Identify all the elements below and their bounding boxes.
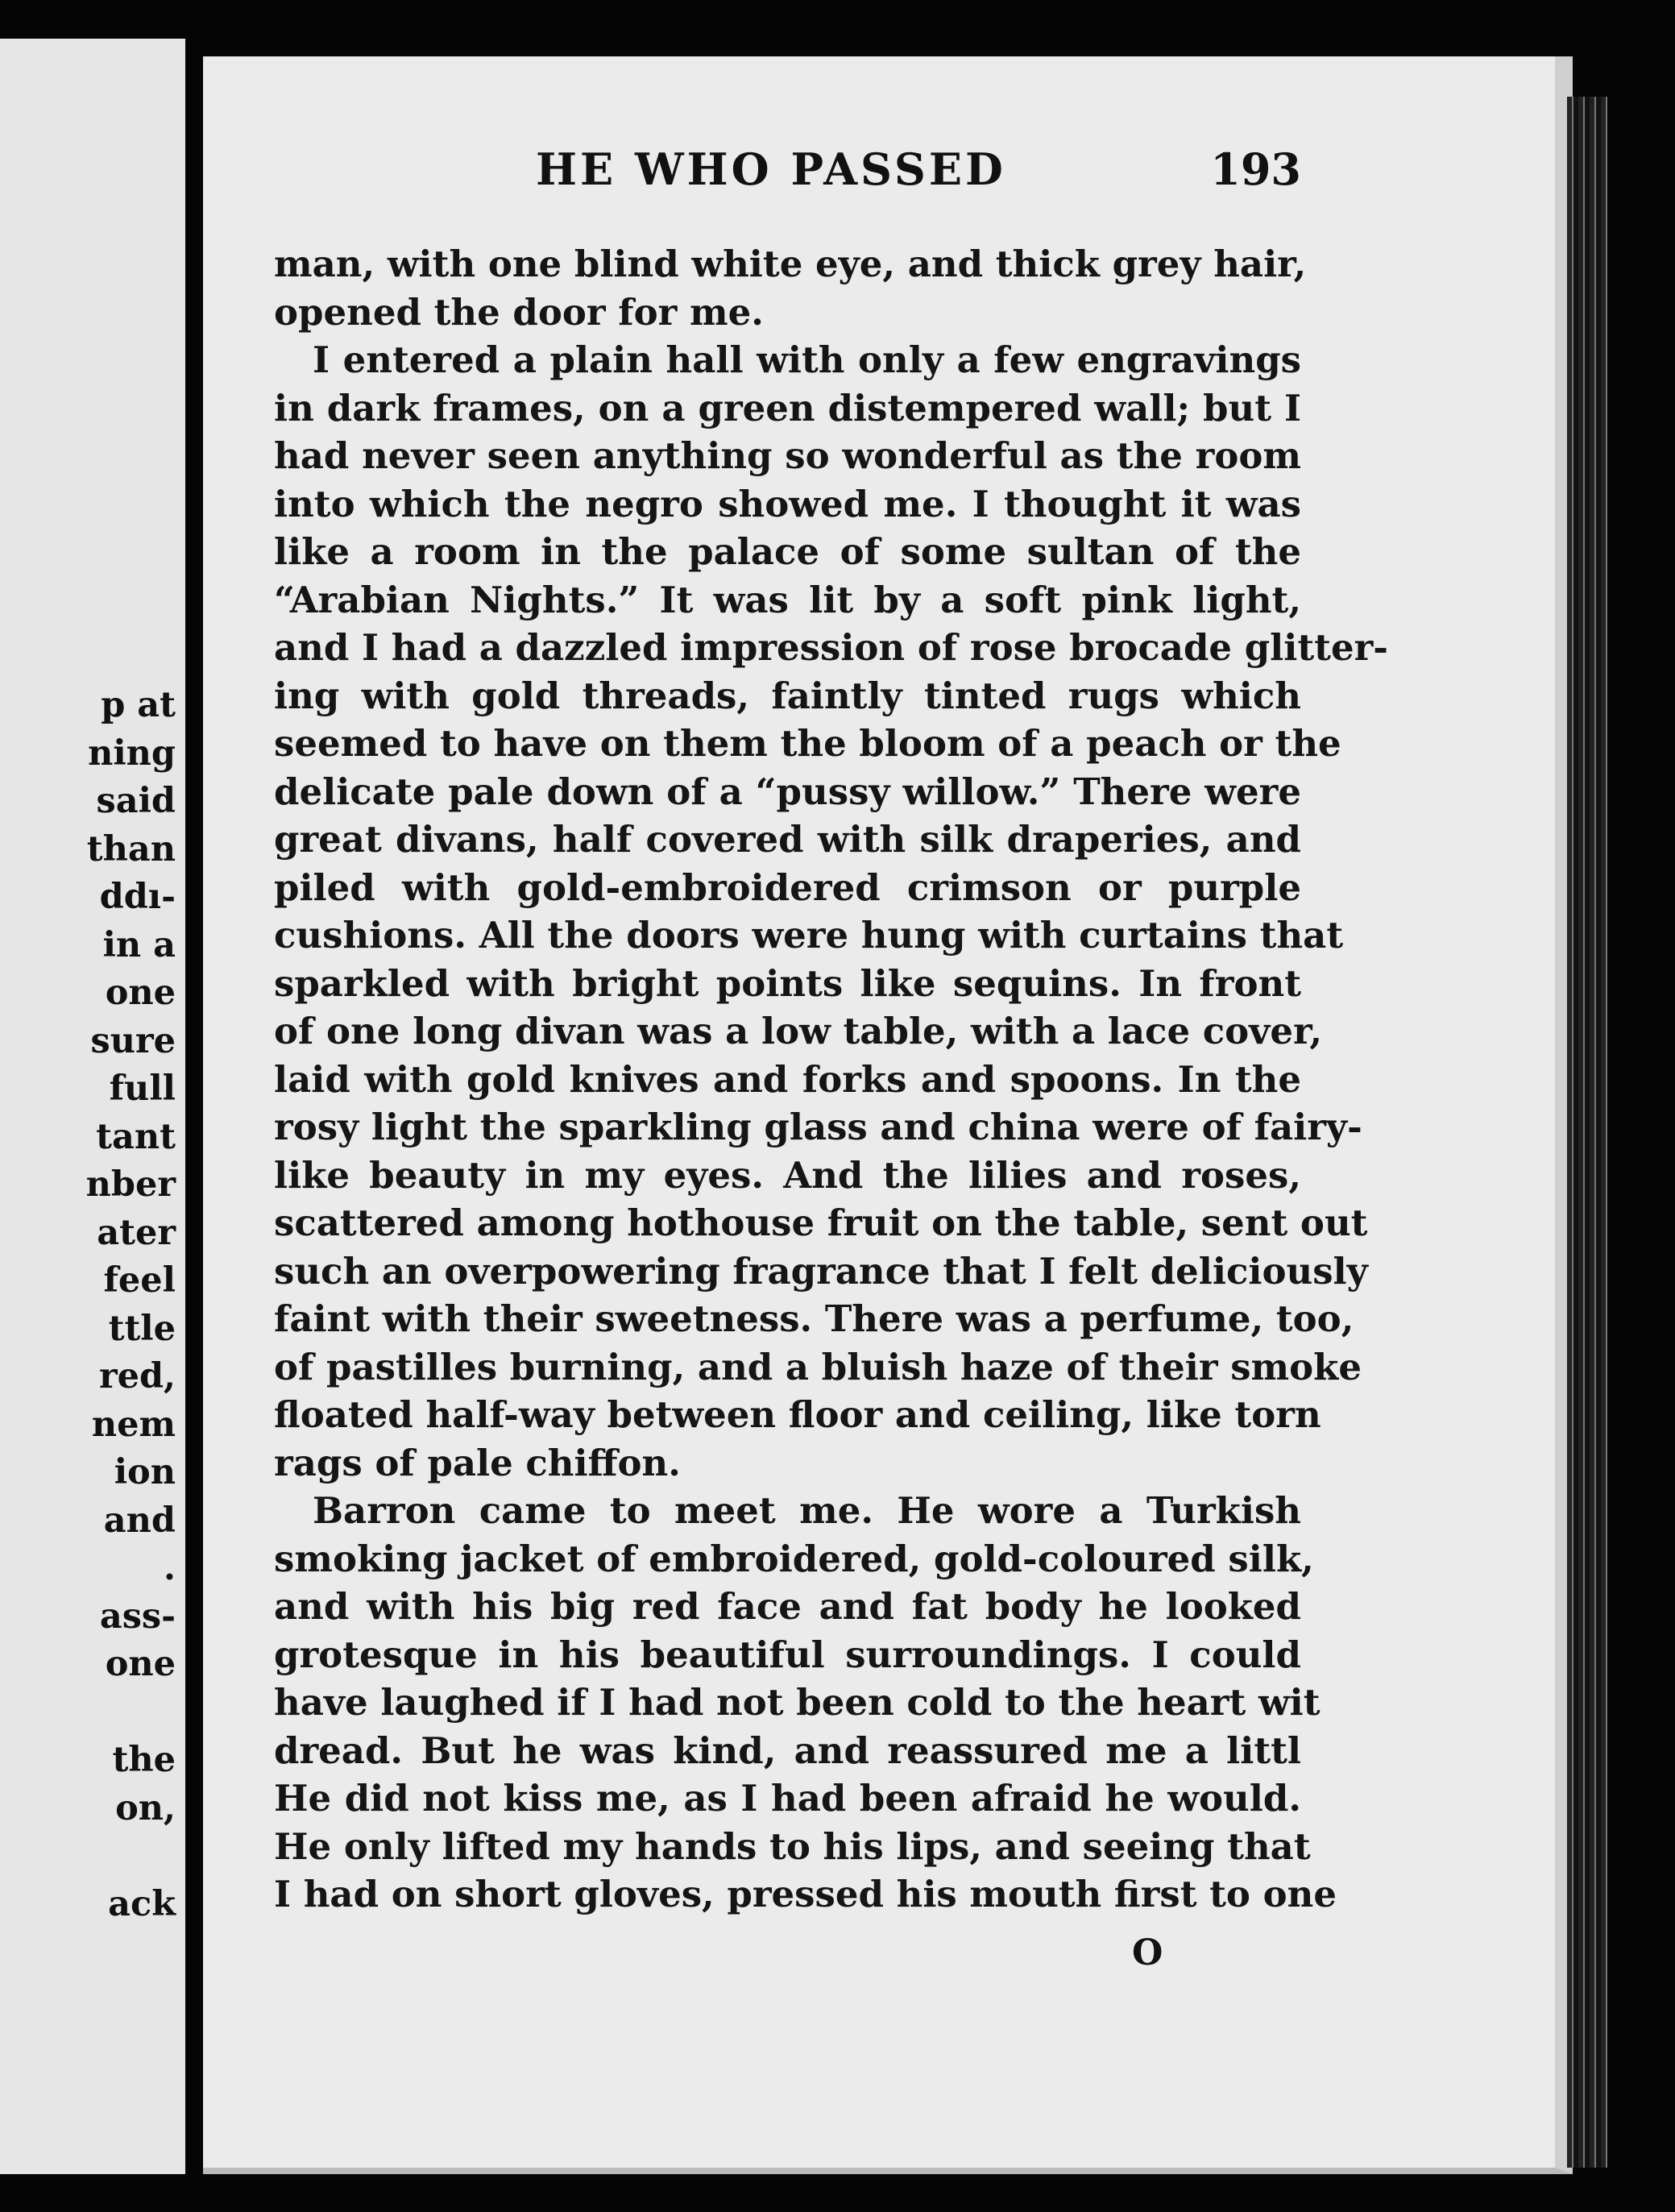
text-line: floated half-way between floor and ceiling, like torn [274, 1393, 1321, 1436]
text-line: and with his big red face and fat body he looked [274, 1585, 1301, 1628]
body-text [274, 240, 1388, 1919]
signature-mark: O [1132, 1932, 1163, 1973]
text-line: He only lifted my hands to his lips, and seeing that [274, 1824, 1311, 1868]
text-line: “Arabian Nights.” It was lit by a soft pink light, [274, 578, 1301, 621]
page-number: 193 [1210, 143, 1301, 195]
text-line: have laughed if I had not been cold to the heart wit [274, 1681, 1321, 1724]
left-page-fragment: than [86, 828, 176, 869]
text-line: in dark frames, on a green distempered wall; but I [274, 386, 1301, 430]
left-page [0, 39, 185, 2174]
text-line: I entered a plain hall with only a few engravings [313, 338, 1301, 381]
text-line: great divans, half covered with silk draperies, and [274, 818, 1301, 861]
text-line: Barron came to meet me. He wore a Turkish [313, 1489, 1301, 1532]
book-page-edge [1567, 97, 1607, 2168]
left-page-fragment: on, [115, 1787, 176, 1828]
left-page-fragment: sure [90, 1020, 176, 1061]
left-page-fragment: nem [91, 1404, 176, 1445]
left-page-fragment [86, 1689, 176, 1737]
text-line: smoking jacket of embroidered, gold-coloured silk, [274, 1537, 1314, 1580]
left-page-fragment: full [109, 1069, 176, 1109]
left-page-fragment: tant [96, 1116, 176, 1157]
left-page-fragment [86, 1832, 176, 1881]
left-page-fragment: nber [85, 1164, 176, 1205]
text-line: cushions. All the doors were hung with curtains that [274, 914, 1344, 957]
left-page-fragment: p at [101, 685, 176, 725]
text-line: of one long divan was a low table, with a lace cover, [274, 1010, 1323, 1052]
left-page-text-fragments [86, 682, 176, 1928]
left-page-fragment: ddı- [99, 877, 176, 917]
left-page-fragment: ack [108, 1883, 176, 1924]
left-page-fragment: ttle [108, 1308, 176, 1349]
text-line: seemed to have on them the bloom of a peach or the [274, 722, 1341, 765]
left-page-fragment: said [96, 781, 176, 821]
text-line: rags of pale chiffon. [274, 1441, 681, 1484]
text-line: sparkled with bright points like sequins. In front [274, 961, 1301, 1005]
text-line: into which the negro showed me. I thought it was [274, 482, 1301, 525]
left-page-fragment: one [105, 1644, 176, 1684]
text-line: and I had a dazzled impression of rose brocade glitter- [274, 626, 1388, 669]
left-page-fragment: one [105, 973, 176, 1013]
left-page-fragment: ning [88, 732, 176, 774]
text-line: grotesque in his beautiful surroundings. I could [274, 1633, 1301, 1676]
text-line: such an overpowering fragrance that I felt deliciously [274, 1249, 1368, 1293]
text-line: rosy light the sparkling glass and china were of fairy- [274, 1106, 1362, 1148]
text-line: of pastilles burning, and a bluish haze of their smoke [274, 1345, 1362, 1388]
left-page-fragment: and [103, 1500, 176, 1541]
running-head [270, 143, 1301, 195]
text-line: piled with gold-embroidered crimson or purple [274, 865, 1301, 909]
left-page-fragment: in a [102, 924, 176, 965]
text-line: I had on short gloves, pressed his mouth first to one [274, 1873, 1337, 1915]
text-line: man, with one blind white eye, and thick grey hair, [274, 243, 1307, 285]
text-line: scattered among hothouse fruit on the table, sent out [274, 1201, 1368, 1244]
text-line: laid with gold knives and forks and spoons. In the [274, 1057, 1301, 1101]
left-page-fragment: feel [103, 1260, 176, 1301]
text-line: opened the door for me. [274, 290, 764, 334]
text-line: faint with their sweetness. There was a perfume, too, [274, 1297, 1354, 1340]
left-page-fragment: red, [98, 1356, 176, 1397]
text-line: like beauty in my eyes. And the lilies and roses, [274, 1153, 1301, 1197]
left-page-fragment: ass- [99, 1596, 176, 1637]
left-page-fragment: ion [114, 1452, 176, 1492]
text-line: like a room in the palace of some sultan of the [274, 530, 1301, 573]
running-title: HE WHO PASSED [536, 143, 1006, 195]
text-line: dread. But he was kind, and reassured me a littl [274, 1729, 1301, 1772]
text-line: had never seen anything so wonderful as the room [274, 434, 1301, 477]
left-page-fragment: the [112, 1740, 176, 1780]
text-line: delicate pale down of a “pussy willow.” There were [274, 770, 1301, 813]
text-line: He did not kiss me, as I had been afraid he would. [274, 1777, 1301, 1820]
text-line: ing with gold threads, faintly tinted rugs which [274, 674, 1301, 717]
left-page-fragment: ater [97, 1212, 176, 1253]
left-page-fragment: . [164, 1548, 176, 1588]
